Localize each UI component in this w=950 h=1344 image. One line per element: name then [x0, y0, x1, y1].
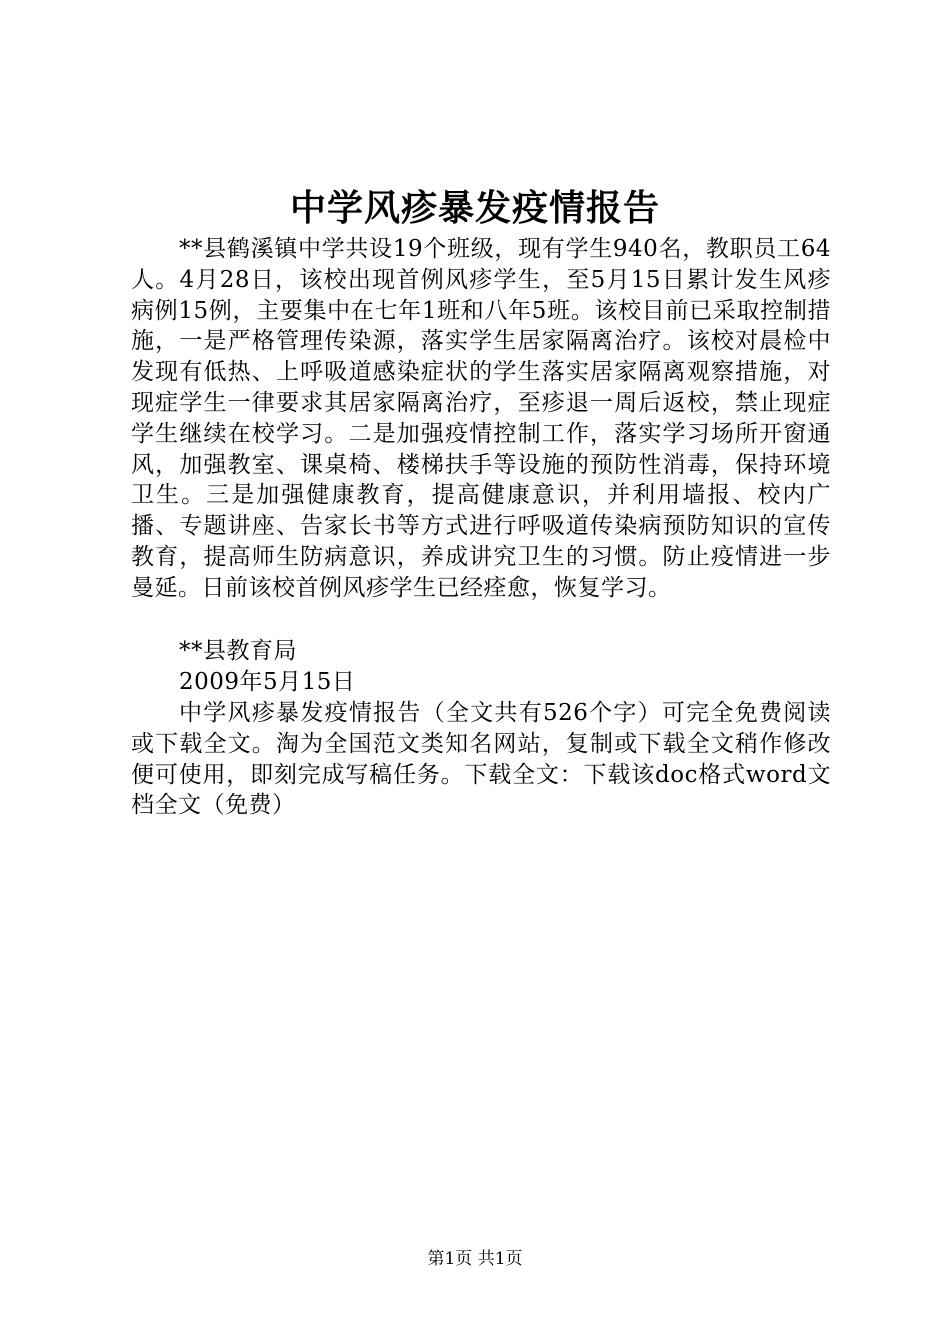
- signer-line: **县教育局: [179, 638, 297, 664]
- page-title: 中学风疹暴发疫情报告: [289, 187, 660, 229]
- report-date: 2009年5月15日: [179, 669, 356, 695]
- report-body-paragraph: **县鹤溪镇中学共设19个班级，现有学生940名，教职员工64人。4月28日，该校出现首例风疹学生，至5月15日累计发生风疹病例15例，主要集中在七年1班和八年5班。该校目前已采取控制措施，一是严格管理传染源，落实学生居家隔离治疗。该校对晨检中发现有低热、上呼吸道感染症状的学生落实居家隔离观察措施，对现症学生一律要求其居家隔离治疗，至疹退一周后返校，禁止现症学生继续在校学习。二是加强疫情控制工作，落实学习场所开窗通风，加强教室、课桌椅、楼梯扶手等设施的预防性消毒，保持环境卫生。三是加强健康教育，提高健康意识，并利用墙报、校内广播、专题讲座、告家长书等方式进行呼吸道传染病预防知识的宣传教育，提高师生防病意识，养成讲究卫生的习惯。防止疫情进一步曼延。日前该校首例风疹学生已经痊愈，恢复学习。: [131, 236, 831, 601]
- page-footer: 第1页 共1页: [427, 1249, 523, 1269]
- download-notice-paragraph: 中学风疹暴发疫情报告（全文共有526个字）可完全免费阅读或下载全文。淘为全国范文类知名网站，复制或下载全文稍作修改便可使用，即刻完成写稿任务。下载全文：下载该doc格式word文档全文（免费）: [131, 700, 831, 819]
